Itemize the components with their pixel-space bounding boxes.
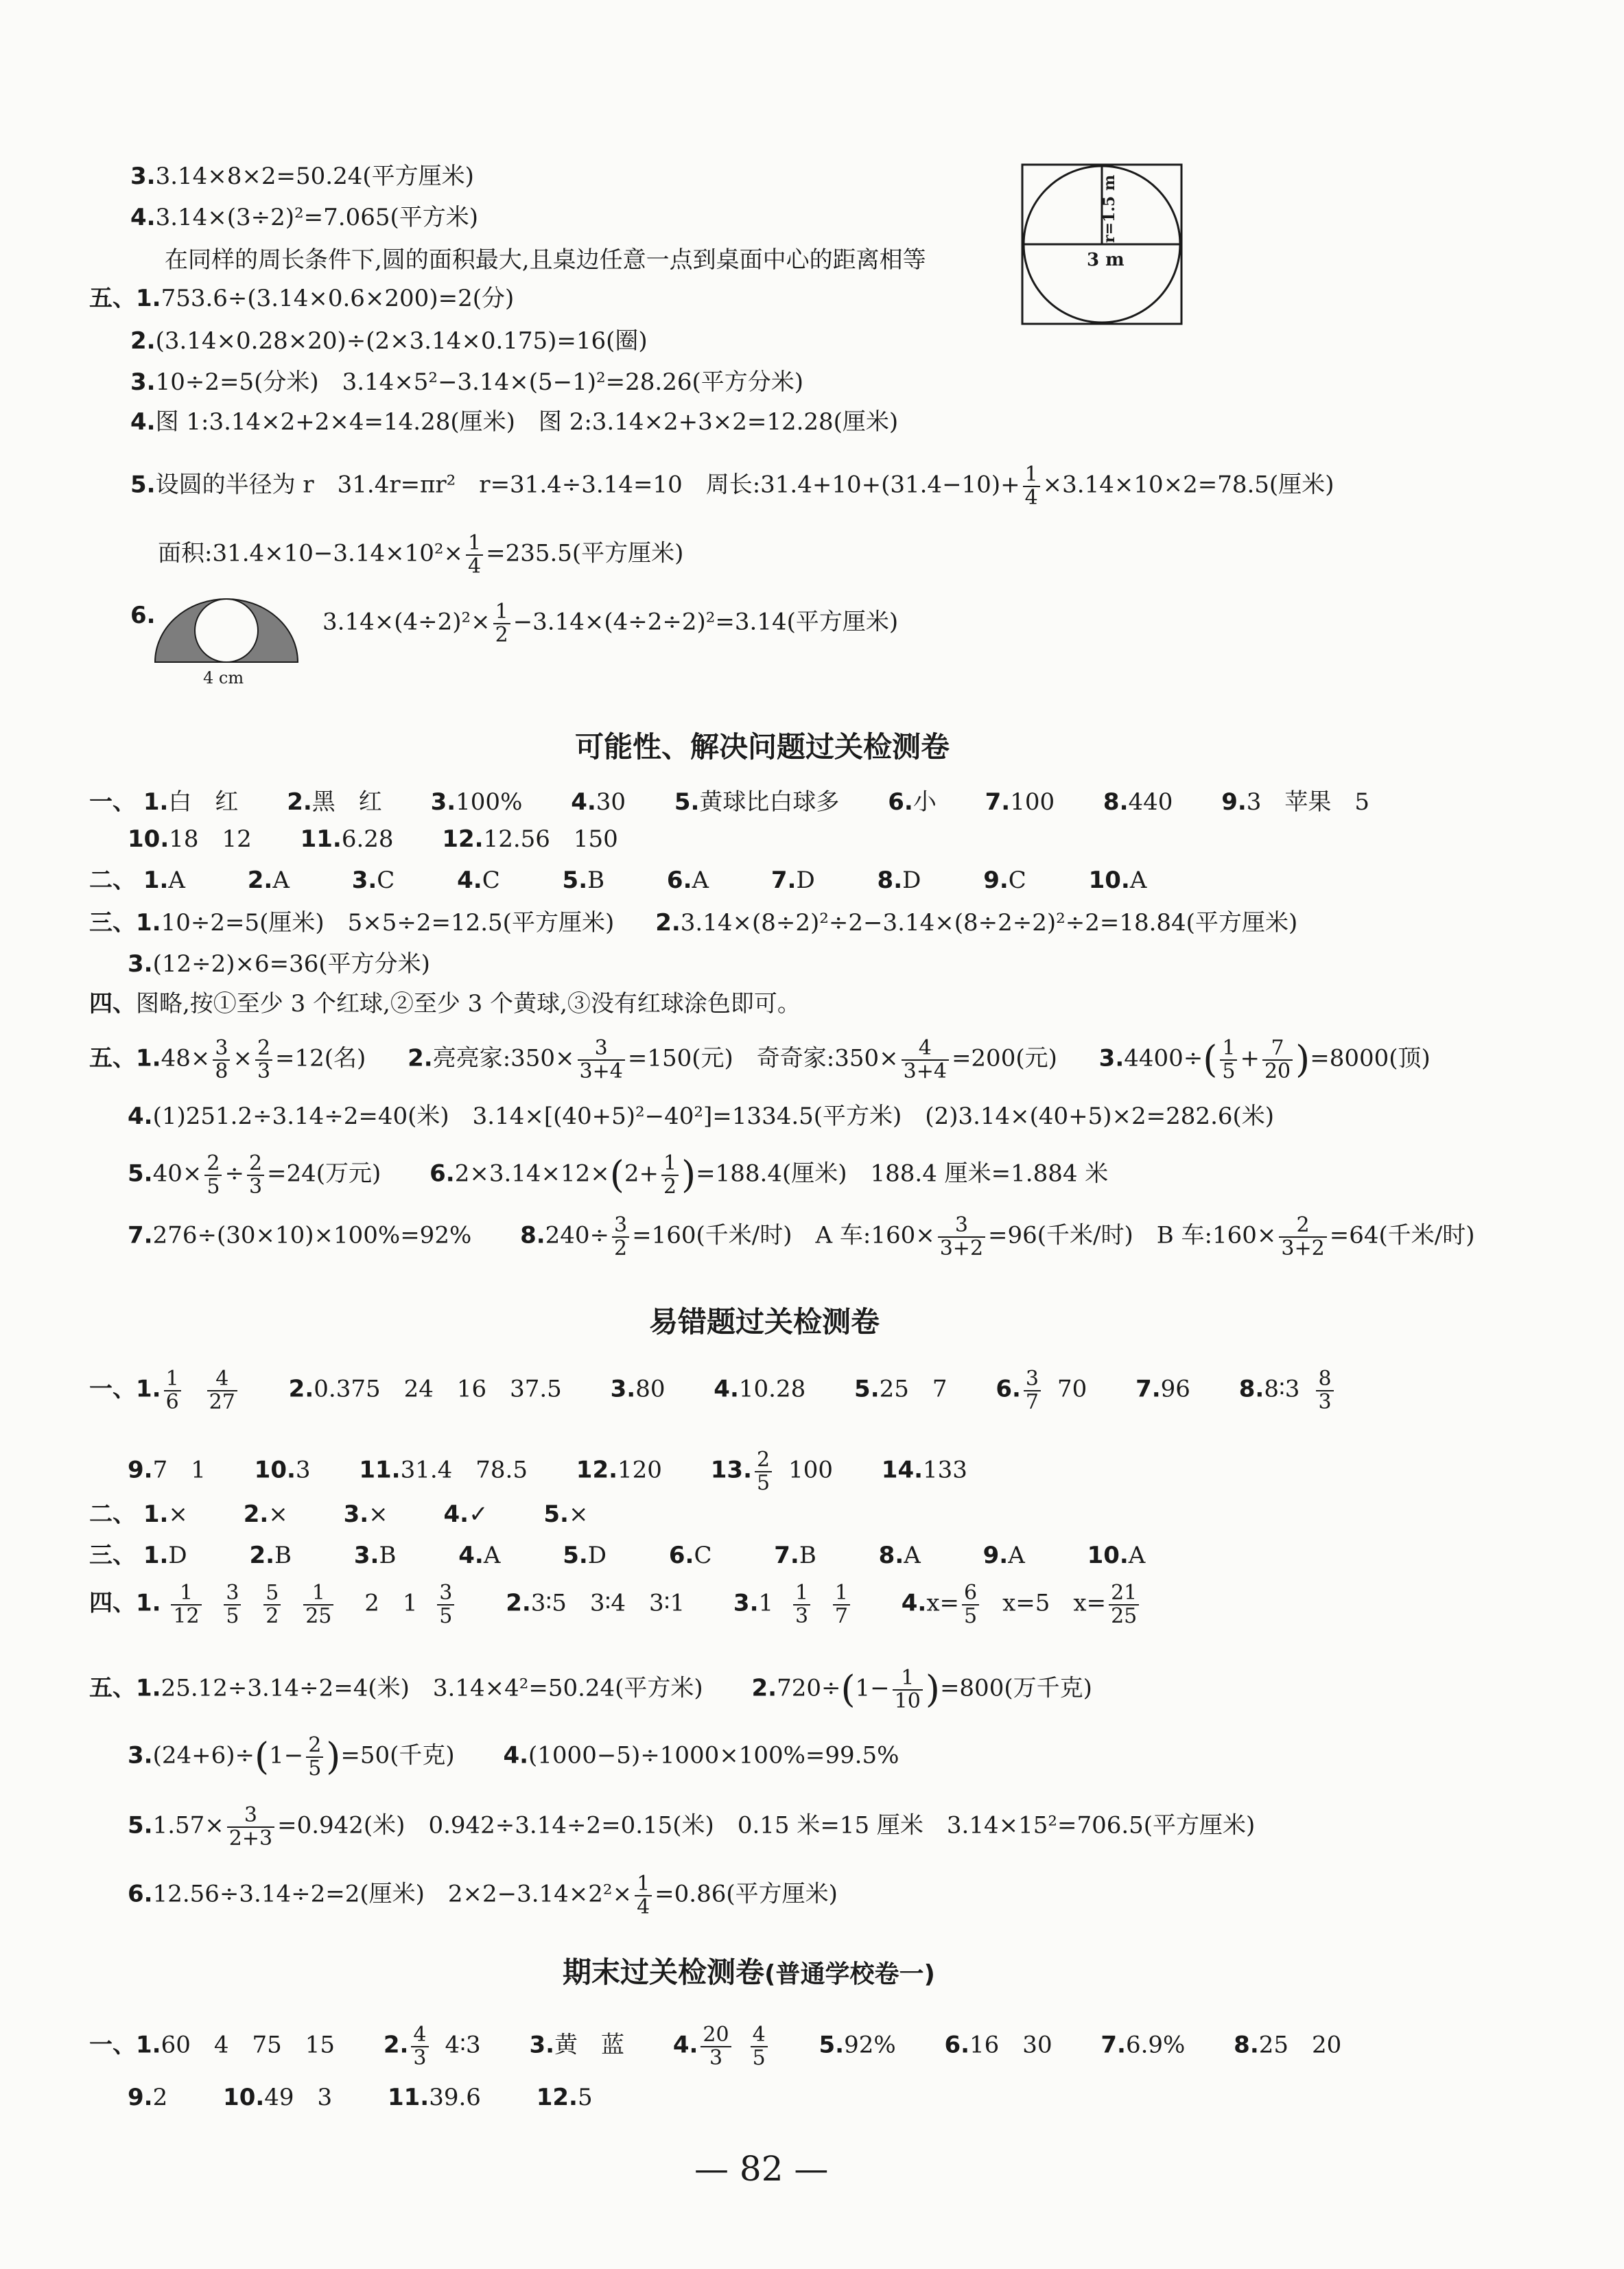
fraction: $\frac{3}{5}$ <box>437 1582 454 1627</box>
fraction: $\frac{1}{2}$ <box>661 1153 679 1197</box>
answer-line: 9.7 1 10.3 11.31.4 78.5 12.120 13. $\frac{2}{5}$ 100 14.133 <box>128 1448 967 1495</box>
answer-line: 二、 1.A 2.A 3.C 4.C 5.B 6.A 7.D 8.D 9.C 10.A <box>89 867 1147 894</box>
fraction: $\frac{1}{12}$ <box>171 1582 201 1627</box>
answer-line: 7.276÷(30×10)×100%=92% 8.240÷ $\frac{3}{2}$ =160(千米/时) A 车:160× $\frac{3}{3+2}$ =96(千米/时) B 车:160× $\frac{2}{3+2}$ =64(千米/时) <box>128 1213 1475 1260</box>
answer-line: 二、 1.× 2.× 3.× 4.✓ 5.× <box>89 1501 589 1528</box>
fraction: $\frac{3}{2+3}$ <box>227 1804 274 1849</box>
fraction: $\frac{2}{3}$ <box>255 1037 272 1082</box>
fraction: $\frac{3}{8}$ <box>213 1037 230 1082</box>
fraction: $\frac{1}{4}$ <box>635 1873 652 1918</box>
fraction: $\frac{1}{10}$ <box>893 1667 923 1712</box>
answer-line: 在同样的周长条件下,圆的面积最大,且桌边任意一点到桌面中心的距离相等 <box>165 246 926 274</box>
fraction: $\frac{4}{3}$ <box>411 2024 428 2069</box>
fraction: $\frac{4}{5}$ <box>751 2024 768 2069</box>
fraction: $\frac{3}{3+2}$ <box>938 1214 985 1259</box>
fraction: $\frac{20}{3}$ <box>701 2024 731 2069</box>
answer-line: 6.12.56÷3.14÷2=2(厘米) 2×2−3.14×2²× $\frac{1}{4}$ =0.86(平方厘米) <box>128 1872 838 1919</box>
circle-table-figure <box>1021 163 1183 325</box>
answer-line: 五、1.48× $\frac{3}{8}$ × $\frac{2}{3}$ =12(名) 2.亮亮家:350× $\frac{3}{3+4}$ =150(元) 奇奇家:350× $\frac{4}{3+4}$ =200(元) 3.4400÷( $\frac{1}{5}$ + $\frac{7}{20}$ )=8000(顶) <box>89 1036 1431 1083</box>
answer-line: 一、1.60 4 75 15 2. $\frac{4}{3}$ 4∶3 3.黄 蓝 4. $\frac{20}{3}$ $\frac{4}{5}$ 5.92% 6.16 30 7.6.9% 8.25 20 <box>89 2023 1342 2070</box>
fraction: $\frac{21}{25}$ <box>1109 1582 1139 1627</box>
answer-line: 10.18 12 11.6.28 12.12.56 150 <box>128 825 618 853</box>
fraction: $\frac{3}{7}$ <box>1024 1368 1041 1413</box>
answer-line: 5.40× $\frac{2}{5}$ ÷ $\frac{2}{3}$ =24(万元) 6.2×3.14×12×(2+ $\frac{1}{2}$ )=188.4(厘米) 188.4 厘米=1.884 米 <box>128 1151 1109 1199</box>
fraction: $\frac{1}{7}$ <box>833 1582 850 1627</box>
fraction: $\frac{5}{2}$ <box>263 1582 281 1627</box>
fraction: $\frac{1}{5}$ <box>1220 1037 1237 1082</box>
answer-line: 4.3.14×(3÷2)²=7.065(平方米) <box>130 204 479 231</box>
fraction: $\frac{2}{3}$ <box>247 1153 264 1197</box>
semicircle-figure <box>152 597 303 693</box>
fraction: $\frac{1}{4}$ <box>466 532 483 577</box>
fraction: $\frac{6}{5}$ <box>962 1582 979 1627</box>
answer-line: 一、1. $\frac{1}{6}$ $\frac{4}{27}$ 2.0.375 24 16 37.5 3.80 4.10.28 5.25 7 6. $\frac{3}{7}$ 70 7.96 8.8∶3 $\frac{8}{3}$ <box>89 1368 1337 1413</box>
page-number: — 82 — <box>694 2149 829 2189</box>
fraction: $\frac{3}{2}$ <box>612 1214 629 1259</box>
answer-line: 一、 1.白 红 2.黑 红 3.100% 4.30 5.黄球比白球多 6.小 7.100 8.440 9.3 苹果 5 <box>89 788 1370 816</box>
answer-line: 三、 1.D 2.B 3.B 4.A 5.D 6.C 7.B 8.A 9.A 10.A <box>89 1542 1146 1569</box>
fraction: $\frac{1}{25}$ <box>303 1582 333 1627</box>
fraction: $\frac{4}{27}$ <box>207 1368 237 1413</box>
section-title: 可能性、解决问题过关检测卷 <box>575 730 950 764</box>
answer-line: 3.10÷2=5(分米) 3.14×5²−3.14×(5−1)²=28.26(平方分米) <box>130 368 804 396</box>
answer-line: 四、1. $\frac{1}{12}$ $\frac{3}{5}$ $\frac{5}{2}$ $\frac{1}{25}$ 2 1 $\frac{3}{5}$ 2.3∶5 3∶4 3∶1 3.1 $\frac{1}{3}$ $\frac{1}{7}$ 4.x= $\frac{6}{5}$ x=5 x= $\frac{21}{25}$ <box>89 1582 1142 1627</box>
semicircle-with-hole-diagram <box>152 597 303 672</box>
answer-line: 三、1.10÷2=5(厘米) 5×5÷2=12.5(平方厘米) 2.3.14×(8÷2)²÷2−3.14×(8÷2÷2)²÷2=18.84(平方厘米) <box>89 909 1298 937</box>
answer-line: 4.(1)251.2÷3.14÷2=40(米) 3.14×[(40+5)²−40²]=1334.5(平方米) (2)3.14×(40+5)×2=282.6(米) <box>128 1103 1275 1130</box>
fraction: $\frac{3}{5}$ <box>224 1582 241 1627</box>
answer-line: 5.1.57× $\frac{3}{2+3}$ =0.942(米) 0.942÷3.14÷2=0.15(米) 0.15 米=15 厘米 3.14×15²=706.5(平方厘米) <box>128 1803 1256 1850</box>
answer-line: 4.图 1:3.14×2+2×4=14.28(厘米) 图 2:3.14×2+3×2=12.28(厘米) <box>130 408 899 436</box>
width-label: 4 cm <box>200 668 246 687</box>
fraction: $\frac{4}{3+4}$ <box>902 1037 949 1082</box>
fraction: $\frac{1}{4}$ <box>1023 464 1040 508</box>
answer-line: 面积:31.4×10−3.14×10²× $\frac{1}{4}$ =235.5(平方厘米) <box>158 531 684 578</box>
answer-line: 3.(12÷2)×6=36(平方分米) <box>128 950 430 978</box>
fraction: $\frac{1}{2}$ <box>493 601 510 646</box>
fraction: $\frac{7}{20}$ <box>1262 1037 1293 1082</box>
fraction: $\frac{1}{6}$ <box>164 1368 181 1413</box>
fraction: $\frac{3}{3+4}$ <box>578 1037 625 1082</box>
fraction: $\frac{8}{3}$ <box>1316 1368 1333 1413</box>
fraction: $\frac{2}{5}$ <box>204 1153 222 1197</box>
radius-label: r=1.5 m <box>1101 174 1118 243</box>
answer-line: 2.(3.14×0.28×20)÷(2×3.14×0.175)=16(圈) <box>130 327 648 355</box>
section-title: 期末过关检测卷(普通学校卷一) <box>563 1955 935 1989</box>
answer-line: 3.3.14×8×2=50.24(平方厘米) <box>130 163 474 190</box>
fraction: $\frac{2}{5}$ <box>755 1449 772 1494</box>
fraction: $\frac{1}{3}$ <box>793 1582 810 1627</box>
section-title: 易错题过关检测卷 <box>649 1305 880 1339</box>
answer-line: 四、图略,按①至少 3 个红球,②至少 3 个黄球,③没有红球涂色即可。 <box>89 990 801 1018</box>
fraction: $\frac{2}{3+2}$ <box>1279 1214 1326 1259</box>
answer-line: 五、1.753.6÷(3.14×0.6×200)=2(分) <box>89 285 515 312</box>
fraction: $\frac{2}{5}$ <box>306 1735 323 1779</box>
answer-line: 五、1.25.12÷3.14÷2=4(米) 3.14×4²=50.24(平方米) 2.720÷(1− $\frac{1}{10}$ )=800(万千克) <box>89 1666 1092 1713</box>
answer-line: 5.设圆的半径为 r 31.4r=πr² r=31.4÷3.14=10 周长:31.4+10+(31.4−10)+ $\frac{1}{4}$ ×3.14×10×2=78.5(厘米) <box>130 462 1334 510</box>
diameter-label: 3 m <box>1087 250 1125 270</box>
answer-line: 6. <box>130 602 156 629</box>
answer-line: 3.(24+6)÷(1− $\frac{2}{5}$ )=50(千克) 4.(1000−5)÷1000×100%=99.5% <box>128 1733 899 1780</box>
answer-line: 3.14×(4÷2)²× $\frac{1}{2}$ −3.14×(4÷2÷2)²=3.14(平方厘米) <box>322 600 899 647</box>
answer-line: 9.2 10.49 3 11.39.6 12.5 <box>128 2084 593 2111</box>
